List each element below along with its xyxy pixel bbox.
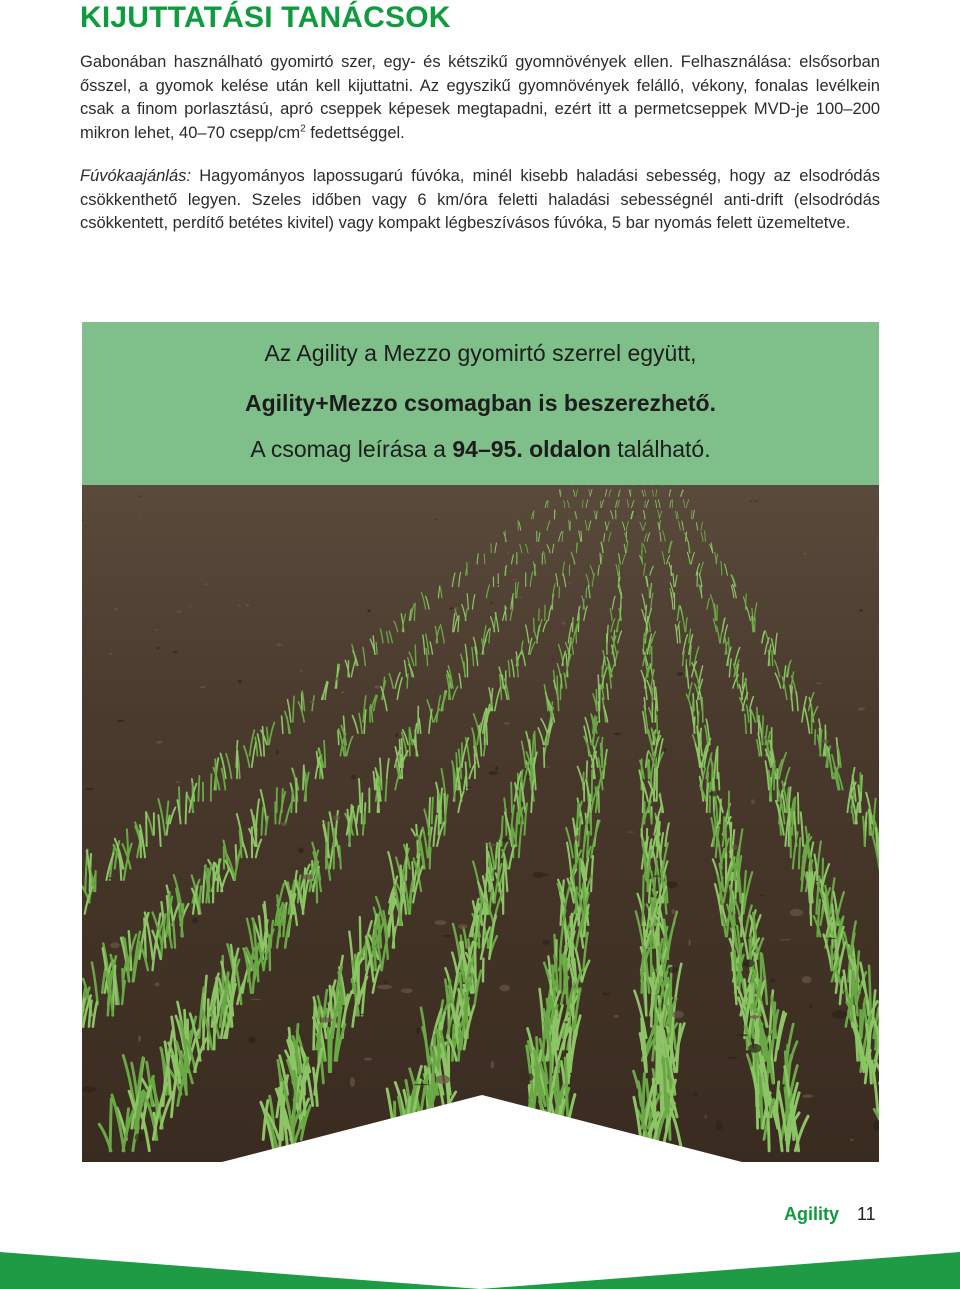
banner-line-3-pre: A csomag leírása a <box>250 436 453 462</box>
banner-line-3 <box>82 436 879 463</box>
paragraph-nozzle <box>80 165 880 236</box>
paragraph-application-text: Gabonában használható gyomirtó szer, egy- és kétszikű gyomnövények ellen. Felhasználása: elsősorban ősszel, a gyomok kelése után kell kijuttatni. Az egyszikű gyomnövények felálló, vékony, fonalas levélkein csak a finom porlasztású, apró cseppek képesek megtapadni, ezért itt a permetcseppek MVD-je 100–200 mikron lehet, 40–70 csepp/cm <box>80 53 880 142</box>
info-banner <box>82 322 879 485</box>
banner-line-1: Az Agility a Mezzo gyomirtó szerrel együtt, <box>264 340 697 366</box>
field-photo <box>82 485 879 1162</box>
superscript-2: 2 <box>300 123 306 134</box>
paragraph-application <box>80 51 880 145</box>
footer-brand: Agility <box>784 1204 840 1224</box>
page-number: 11 <box>857 1204 876 1224</box>
banner-line-2: Agility+Mezzo csomagban is beszerezhető. <box>245 390 716 416</box>
nozzle-text: Hagyományos lapossugarú fúvóka, minél kisebb haladási sebesség, hogy az elsodródás csökkenthető legyen. Szeles időben vagy 6 km/óra feletti haladási sebességnél anti-drift (elsodródás csökkentett, perdítő betétes kivitel) vagy kompakt légbeszívásos fúvóka, 5 bar nyomás felett üzemeltetve. <box>80 167 880 232</box>
nozzle-label: Fúvókaajánlás: <box>80 167 191 185</box>
paragraph-application-end: fedettséggel. <box>305 123 405 142</box>
banner-line-3-post: található. <box>610 436 711 462</box>
bottom-band <box>0 1180 960 1289</box>
banner-page-ref: 94–95. oldalon <box>452 436 611 462</box>
page-title: KIJUTTATÁSI TANÁCSOK <box>80 1 451 34</box>
